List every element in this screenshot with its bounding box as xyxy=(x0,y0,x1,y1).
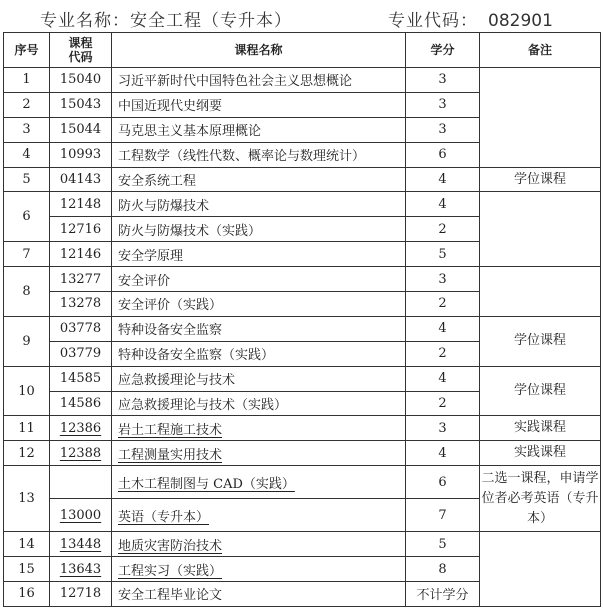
note-cell: 实践课程 xyxy=(480,416,601,441)
code-cell: 13277 xyxy=(50,267,112,292)
credit-cell: 5 xyxy=(406,532,480,557)
course-name-text: 土木工程制图与 CAD（实践） xyxy=(118,476,295,492)
table-row xyxy=(4,192,601,217)
course-name-text: 岩土工程施工技术 xyxy=(118,422,223,438)
code-cell: 15043 xyxy=(50,92,112,117)
note-cell xyxy=(480,192,601,267)
code-cell xyxy=(50,499,112,532)
note-cell xyxy=(480,267,601,317)
seq-cell: 8 xyxy=(4,267,50,317)
seq-cell: 10 xyxy=(4,366,50,416)
course-name-cell: 安全评价（实践） xyxy=(112,292,406,317)
seq-cell: 6 xyxy=(4,192,50,242)
document-header xyxy=(0,0,603,32)
credit-cell: 2 xyxy=(406,292,480,317)
course-name-cell xyxy=(112,466,406,499)
note-cell: 学位课程 xyxy=(480,167,601,192)
course-name-cell xyxy=(112,441,406,466)
course-name-cell xyxy=(112,416,406,441)
code-cell: 12148 xyxy=(50,192,112,217)
code-cell xyxy=(50,466,112,499)
code-cell: 03778 xyxy=(50,316,112,341)
table-row xyxy=(4,466,601,499)
seq-cell: 15 xyxy=(4,557,50,582)
course-name-cell xyxy=(112,499,406,532)
seq-cell: 3 xyxy=(4,117,50,142)
seq-cell: 1 xyxy=(4,68,50,93)
code-cell: 12146 xyxy=(50,242,112,267)
course-name-text: 英语（专升本） xyxy=(118,509,210,525)
col-header-name: 课程名称 xyxy=(112,33,406,68)
course-name-text: 工程实习（实践） xyxy=(118,563,223,579)
course-name-cell: 习近平新时代中国特色社会主义思想概论 xyxy=(112,68,406,93)
credit-cell: 6 xyxy=(406,466,480,499)
credit-cell: 2 xyxy=(406,341,480,366)
credit-cell: 4 xyxy=(406,441,480,466)
major-code-value: 082901 xyxy=(488,11,553,31)
seq-cell: 16 xyxy=(4,582,50,607)
credit-cell: 4 xyxy=(406,366,480,391)
credit-cell: 不计学分 xyxy=(406,582,480,607)
note-cell xyxy=(480,532,601,607)
credit-cell: 3 xyxy=(406,416,480,441)
code-cell: 13278 xyxy=(50,292,112,317)
seq-cell: 12 xyxy=(4,441,50,466)
course-name-cell: 应急救援理论与技术 xyxy=(112,366,406,391)
code-cell: 12718 xyxy=(50,582,112,607)
seq-cell: 13 xyxy=(4,466,50,532)
note-cell: 二选一课程，申请学位者必考英语（专升本） xyxy=(480,466,601,532)
credit-cell: 4 xyxy=(406,167,480,192)
course-table xyxy=(3,32,601,607)
credit-cell: 3 xyxy=(406,267,480,292)
major-code xyxy=(388,6,553,31)
note-cell xyxy=(480,68,601,168)
seq-cell: 9 xyxy=(4,316,50,366)
seq-cell: 14 xyxy=(4,532,50,557)
course-name-cell xyxy=(112,532,406,557)
course-name-text: 地质灾害防治技术 xyxy=(118,538,223,554)
code-text: 13643 xyxy=(59,561,102,577)
note-cell: 学位课程 xyxy=(480,366,601,416)
credit-cell: 3 xyxy=(406,92,480,117)
course-name-cell: 防火与防爆技术（实践） xyxy=(112,217,406,242)
credit-cell: 6 xyxy=(406,142,480,167)
course-name-cell: 防火与防爆技术 xyxy=(112,192,406,217)
seq-cell: 2 xyxy=(4,92,50,117)
note-cell: 学位课程 xyxy=(480,316,601,366)
table-header-row xyxy=(4,33,601,68)
code-cell: 15040 xyxy=(50,68,112,93)
seq-cell: 11 xyxy=(4,416,50,441)
credit-cell: 2 xyxy=(406,391,480,416)
note-cell: 实践课程 xyxy=(480,441,601,466)
table-row xyxy=(4,267,601,292)
course-name-cell: 工程数学（线性代数、概率论与数理统计） xyxy=(112,142,406,167)
code-cell xyxy=(50,532,112,557)
credit-cell: 4 xyxy=(406,316,480,341)
course-name-text: 工程测量实用技术 xyxy=(118,447,223,463)
table-row xyxy=(4,68,601,93)
code-cell xyxy=(50,441,112,466)
table-row xyxy=(4,167,601,192)
table-row xyxy=(4,441,601,466)
col-header-note: 备注 xyxy=(480,33,601,68)
credit-cell: 3 xyxy=(406,117,480,142)
course-name-cell: 特种设备安全监察（实践） xyxy=(112,341,406,366)
code-cell xyxy=(50,557,112,582)
credit-cell: 8 xyxy=(406,557,480,582)
course-name-cell: 安全评价 xyxy=(112,267,406,292)
col-header-code: 课程 代码 xyxy=(50,33,112,68)
code-cell: 10993 xyxy=(50,142,112,167)
course-name-cell: 安全学原理 xyxy=(112,242,406,267)
credit-cell: 2 xyxy=(406,217,480,242)
course-name-cell: 中国近现代史纲要 xyxy=(112,92,406,117)
code-cell: 12716 xyxy=(50,217,112,242)
code-cell: 04143 xyxy=(50,167,112,192)
course-name-cell: 安全系统工程 xyxy=(112,167,406,192)
seq-cell: 5 xyxy=(4,167,50,192)
major-code-label: 专业代码： xyxy=(388,11,478,31)
code-text: 13448 xyxy=(59,536,102,552)
code-cell: 15044 xyxy=(50,117,112,142)
col-header-credit: 学分 xyxy=(406,33,480,68)
credit-cell: 5 xyxy=(406,242,480,267)
table-row xyxy=(4,366,601,391)
major-name: 专业名称：安全工程（专升本） xyxy=(40,11,292,31)
course-name-cell: 安全工程毕业论文 xyxy=(112,582,406,607)
table-row xyxy=(4,416,601,441)
course-name-cell: 马克思主义基本原理概论 xyxy=(112,117,406,142)
course-name-cell: 应急救援理论与技术（实践） xyxy=(112,391,406,416)
course-name-cell xyxy=(112,557,406,582)
table-row xyxy=(4,316,601,341)
code-cell: 03779 xyxy=(50,341,112,366)
course-name-cell: 特种设备安全监察 xyxy=(112,316,406,341)
code-text: 13000 xyxy=(59,507,102,523)
code-cell xyxy=(50,416,112,441)
col-header-seq: 序号 xyxy=(4,33,50,68)
code-cell: 14586 xyxy=(50,391,112,416)
credit-cell: 3 xyxy=(406,68,480,93)
code-text: 12388 xyxy=(59,445,102,461)
seq-cell: 4 xyxy=(4,142,50,167)
seq-cell: 7 xyxy=(4,242,50,267)
credit-cell: 7 xyxy=(406,499,480,532)
table-row xyxy=(4,532,601,557)
code-cell: 14585 xyxy=(50,366,112,391)
credit-cell: 4 xyxy=(406,192,480,217)
code-text: 12386 xyxy=(59,420,102,436)
